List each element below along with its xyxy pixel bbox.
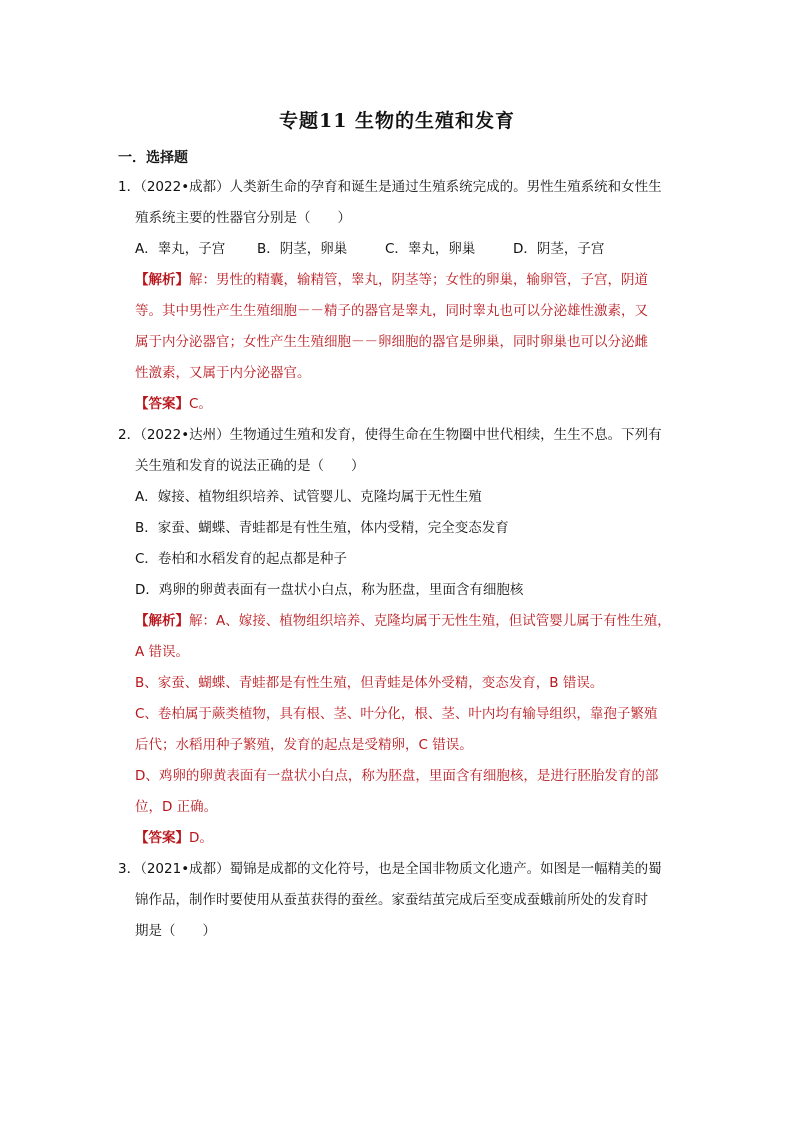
question-1-answer (118, 389, 678, 420)
analysis-text: 解：男性的精囊，输精管，睾丸，阴茎等；女性的卵巢，输卵管，子宫，阴道 (189, 272, 648, 288)
question-2-analysis-line-4: C、卷柏属于蕨类植物，具有根、茎、叶分化，根、茎、叶内均有输导组织，靠孢子繁殖 (135, 706, 658, 722)
analysis-text: 解：A、嫁接、植物组织培养、克隆均属于无性生殖，但试管婴儿属于有性生殖， (189, 613, 671, 629)
question-2-option-c: C．卷柏和水稻发育的起点都是种子 (135, 551, 347, 567)
answer-value: C。 (189, 396, 212, 412)
question-1-stem-line-1: 1．（2022•成都）人类新生命的孕育和诞生是通过生殖系统完成的。男性生殖系统和女性生 (118, 179, 662, 195)
question-1-option-b: B．阴茎，卵巢 (257, 241, 348, 257)
question-1-stem-line-2: 殖系统主要的性器官分别是（ ） (135, 210, 351, 226)
question-1-option-d: D．阴茎，子宫 (513, 241, 605, 257)
question-1-analysis-line-3: 属于内分泌器官；女性产生生殖细胞－－卵细胞的器官是卵巢，同时卵巢也可以分泌雌 (135, 334, 648, 350)
question-2-option-b: B．家蚕、蝴蝶、青蛙都是有性生殖，体内受精，完全变态发育 (135, 520, 509, 536)
question-1-analysis-line-1 (118, 265, 678, 296)
question-2-analysis-line-7: 位，D 正确。 (135, 799, 218, 815)
question-1 (118, 172, 678, 420)
question-2-analysis-line-1 (118, 606, 678, 637)
question-3-stem-line-3: 期是（ ） (135, 923, 216, 939)
question-2-analysis-line-2: A 错误。 (135, 644, 190, 660)
answer-tag: 【答案】 (135, 830, 189, 846)
analysis-tag: 【解析】 (135, 613, 189, 629)
question-3-stem-line-2: 锦作品，制作时要使用从蚕茧获得的蚕丝。家蚕结茧完成后至变成蚕蛾前所处的发育时 (135, 892, 648, 908)
question-2-option-d: D．鸡卵的卵黄表面有一盘状小白点，称为胚盘，里面含有细胞核 (135, 582, 524, 598)
question-2 (118, 420, 678, 854)
question-3-stem-line-1: 3．（2021•成都）蜀锦是成都的文化符号，也是全国非物质文化遗产。如图是一幅精美的蜀 (118, 861, 662, 877)
page-title: 专题11 生物的生殖和发育 (278, 110, 516, 132)
question-2-stem-line-1: 2．（2022•达州）生物通过生殖和发育，使得生命在生物圈中世代相续，生生不息。下列有 (118, 427, 662, 443)
analysis-tag: 【解析】 (135, 272, 189, 288)
question-1-option-c: C．睾丸，卵巢 (385, 241, 476, 257)
answer-tag: 【答案】 (135, 396, 189, 412)
question-2-stem-line-2: 关生殖和发育的说法正确的是（ ） (135, 458, 365, 474)
question-2-answer (118, 823, 678, 854)
answer-value: D。 (189, 830, 213, 846)
question-3 (118, 854, 678, 947)
question-2-analysis-line-6: D、鸡卵的卵黄表面有一盘状小白点，称为胚盘，里面含有细胞核，是进行胚胎发育的部 (135, 768, 659, 784)
question-list (118, 172, 678, 947)
section-heading: 一．选择题 (118, 150, 188, 166)
question-2-option-a: A．嫁接、植物组织培养、试管婴儿、克隆均属于无性生殖 (135, 489, 482, 505)
question-1-options (118, 234, 678, 265)
question-2-analysis-line-5: 后代；水稻用种子繁殖，发育的起点是受精卵，C 错误。 (135, 737, 473, 753)
question-2-analysis-line-3: B、家蚕、蝴蝶、青蛙都是有性生殖，但青蛙是体外受精，变态发育，B 错误。 (135, 675, 604, 691)
question-1-option-a: A．睾丸，子宫 (135, 241, 226, 257)
question-1-analysis-line-4: 性激素，又属于内分泌器官。 (135, 365, 311, 381)
question-1-analysis-line-2: 等。其中男性产生生殖细胞－－精子的器官是睾丸，同时睾丸也可以分泌雄性激素，又 (135, 303, 648, 319)
